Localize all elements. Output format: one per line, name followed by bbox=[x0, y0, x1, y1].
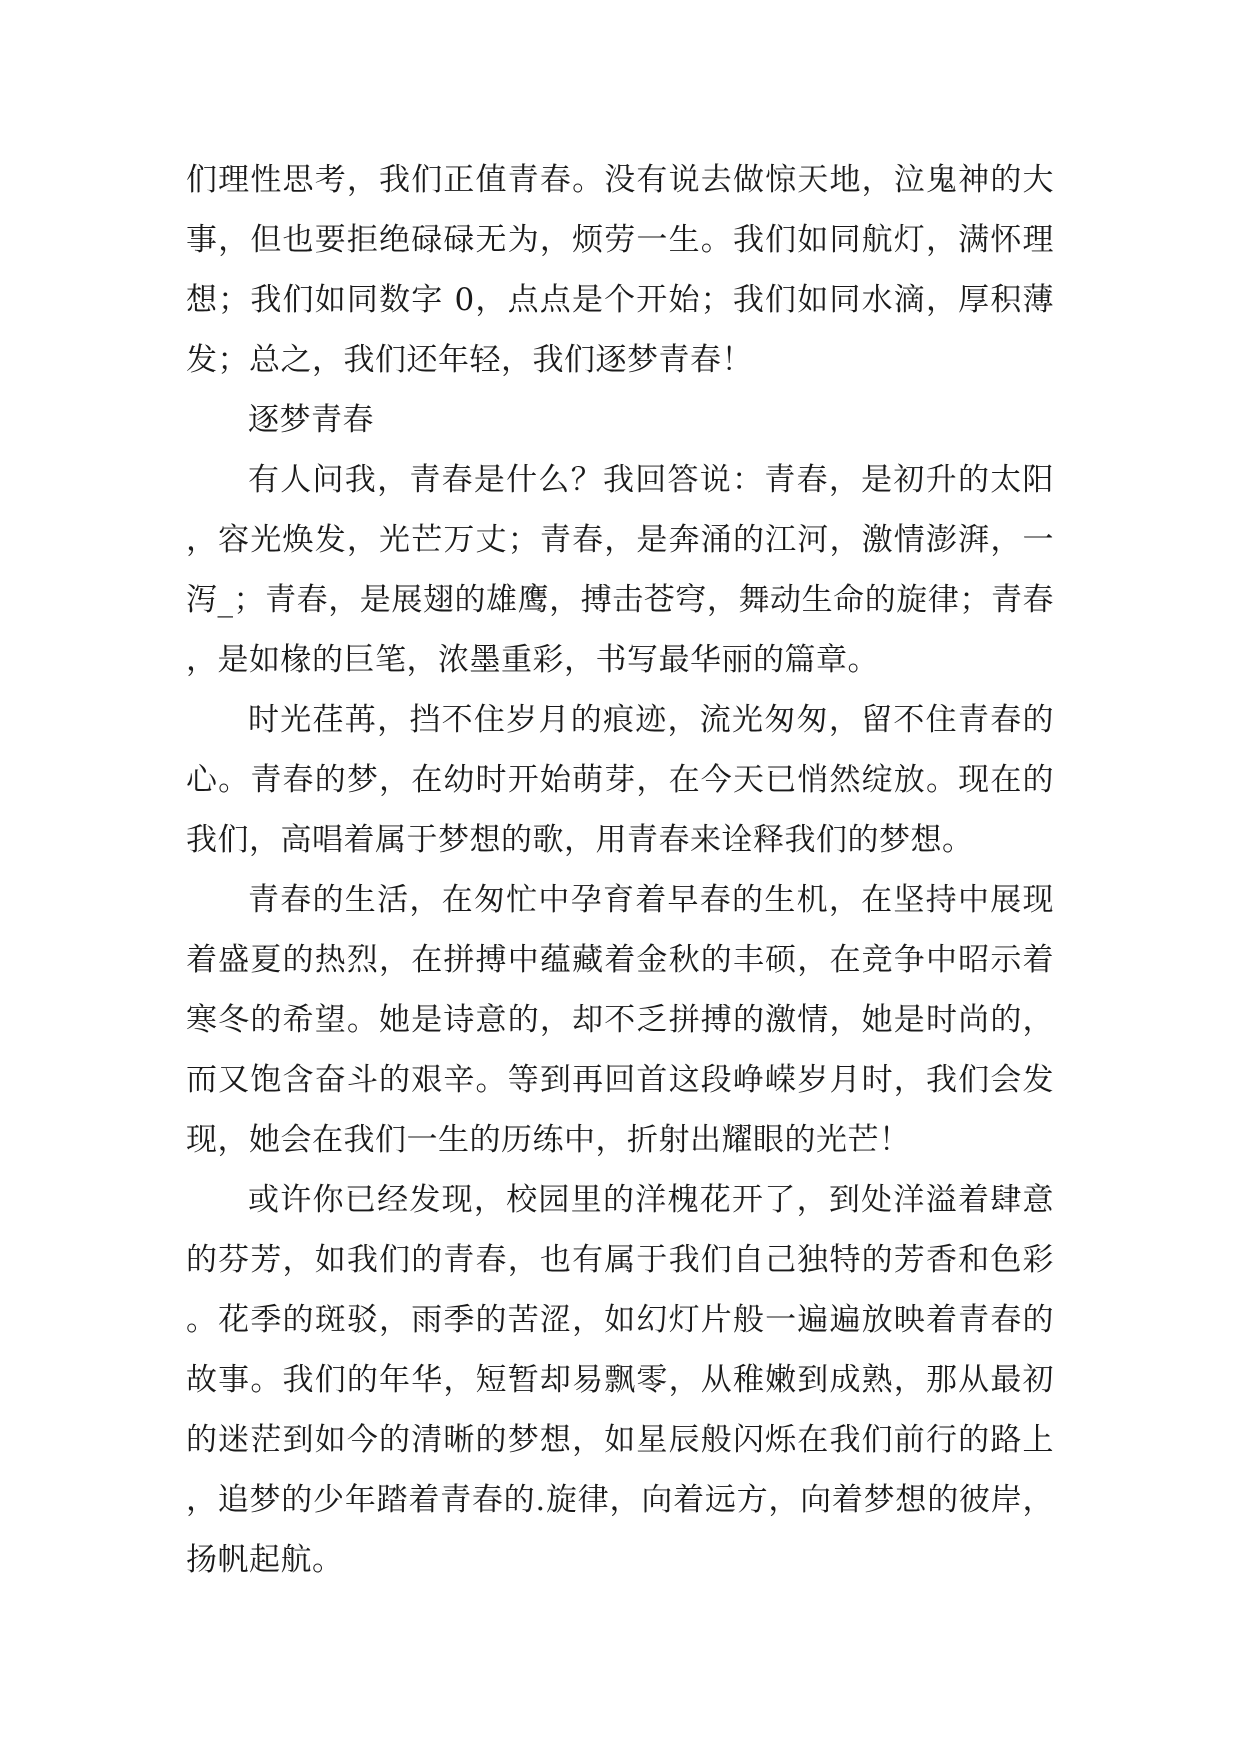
section-heading: 逐梦青春 bbox=[248, 402, 374, 438]
paragraph-youth-life: 青春的生活，在匆忙中孕育着早春的生机，在坚持中展现着盛夏的热烈，在拼搏中蕴藏着金秋的丰硕，在竞争中昭示着寒冬的希望。她是诗意的，却不乏拼搏的激情，她是时尚的，而又饱含奋斗的艰辛。等到再回首这段峥嵘岁月时，我们会发现，她会在我们一生的历练中，折射出耀眼的光芒！ bbox=[186, 882, 1054, 1158]
paragraph-time-passing: 时光荏苒，挡不住岁月的痕迹，流光匆匆，留不住青春的心。青春的梦，在幼时开始萌芽，在今天已悄然绽放。现在的我们，高唱着属于梦想的歌，用青春来诠释我们的梦想。 bbox=[186, 702, 1054, 858]
paragraph-intro-continuation: 们理性思考，我们正值青春。没有说去做惊天地，泣鬼神的大事，但也要拒绝碌碌无为，烦劳一生。我们如同航灯，满怀理想；我们如同数字 0，点点是个开始；我们如同水滴，厚积薄发；总之，我们还年轻，我们逐梦青春！ bbox=[186, 162, 1054, 378]
paragraph-youth-definition: 有人问我，青春是什么？我回答说：青春，是初升的太阳，容光焕发，光芒万丈；青春，是奔涌的江河，激情澎湃，一泻_；青春，是展翅的雄鹰，搏击苍穹，舞动生命的旋律；青春，是如椽的巨笔，浓墨重彩，书写最华丽的篇章。 bbox=[186, 462, 1054, 678]
paragraph-campus-blossoms: 或许你已经发现，校园里的洋槐花开了，到处洋溢着肆意的芬芳，如我们的青春，也有属于我们自己独特的芳香和色彩。花季的斑驳，雨季的苦涩，如幻灯片般一遍遍放映着青春的故事。我们的年华，短暂却易飘零，从稚嫩到成熟，那从最初的迷茫到如今的清晰的梦想，如星辰般闪烁在我们前行的路上，追梦的少年踏着青春的.旋律，向着远方，向着梦想的彼岸，扬帆起航。 bbox=[186, 1182, 1054, 1578]
document-body bbox=[186, 150, 1054, 1590]
